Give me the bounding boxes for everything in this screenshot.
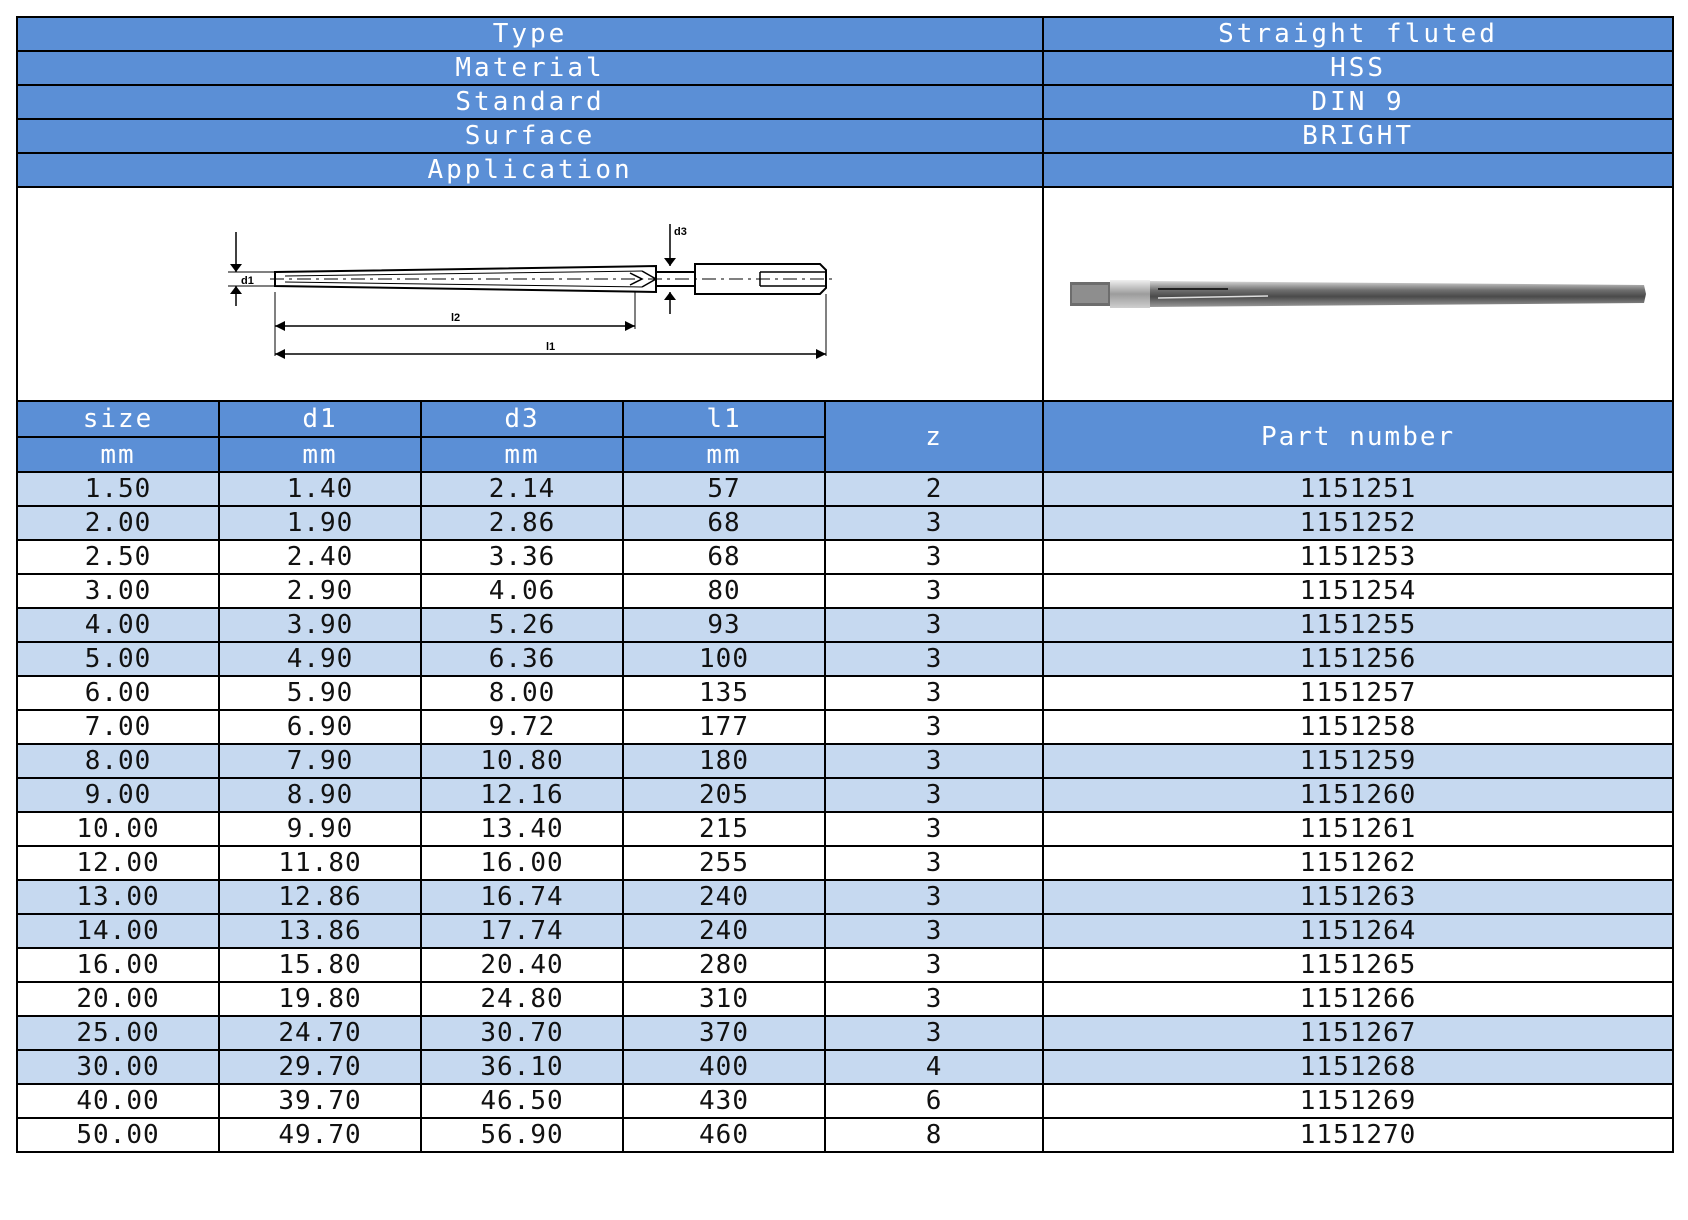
spec-label: Application xyxy=(17,153,1043,187)
cell-d3: 16.74 xyxy=(421,880,623,914)
cell-part-number: 1151261 xyxy=(1043,812,1673,846)
cell-l1: 310 xyxy=(623,982,825,1016)
cell-l1: 370 xyxy=(623,1016,825,1050)
cell-part-number: 1151257 xyxy=(1043,676,1673,710)
cell-d1: 9.90 xyxy=(219,812,421,846)
cell-l1: 240 xyxy=(623,880,825,914)
cell-z: 3 xyxy=(825,778,1043,812)
cell-size: 6.00 xyxy=(17,676,219,710)
cell-size: 40.00 xyxy=(17,1084,219,1118)
unit-d1: mm xyxy=(219,437,421,472)
cell-size: 20.00 xyxy=(17,982,219,1016)
table-row xyxy=(17,676,1673,710)
cell-part-number: 1151269 xyxy=(1043,1084,1673,1118)
cell-l1: 180 xyxy=(623,744,825,778)
cell-part-number: 1151259 xyxy=(1043,744,1673,778)
cell-part-number: 1151263 xyxy=(1043,880,1673,914)
cell-size: 2.50 xyxy=(17,540,219,574)
cell-d1: 24.70 xyxy=(219,1016,421,1050)
cell-z: 3 xyxy=(825,982,1043,1016)
table-row xyxy=(17,540,1673,574)
cell-size: 50.00 xyxy=(17,1118,219,1152)
table-row xyxy=(17,1016,1673,1050)
cell-part-number: 1151260 xyxy=(1043,778,1673,812)
header-d3: d3 xyxy=(421,401,623,437)
cell-z: 3 xyxy=(825,574,1043,608)
l1-label: l1 xyxy=(546,341,556,353)
cell-size: 12.00 xyxy=(17,846,219,880)
data-rows xyxy=(17,472,1673,1152)
table-row xyxy=(17,642,1673,676)
cell-d3: 24.80 xyxy=(421,982,623,1016)
cell-d3: 30.70 xyxy=(421,1016,623,1050)
cell-d3: 20.40 xyxy=(421,948,623,982)
cell-d3: 36.10 xyxy=(421,1050,623,1084)
spec-row-standard xyxy=(17,85,1673,119)
cell-part-number: 1151262 xyxy=(1043,846,1673,880)
cell-d1: 12.86 xyxy=(219,880,421,914)
unit-d3: mm xyxy=(421,437,623,472)
cell-z: 3 xyxy=(825,744,1043,778)
cell-size: 5.00 xyxy=(17,642,219,676)
cell-z: 3 xyxy=(825,1016,1043,1050)
cell-part-number: 1151252 xyxy=(1043,506,1673,540)
l2-label: l2 xyxy=(451,312,461,324)
table-row xyxy=(17,1050,1673,1084)
table-row xyxy=(17,948,1673,982)
cell-z: 8 xyxy=(825,1118,1043,1152)
spec-table xyxy=(16,16,1674,1153)
cell-d1: 4.90 xyxy=(219,642,421,676)
table-row xyxy=(17,710,1673,744)
cell-size: 1.50 xyxy=(17,472,219,506)
spec-row-surface xyxy=(17,119,1673,153)
cell-d1: 8.90 xyxy=(219,778,421,812)
table-row xyxy=(17,744,1673,778)
d3-label: d3 xyxy=(674,226,687,238)
cell-d3: 3.36 xyxy=(421,540,623,574)
cell-d1: 49.70 xyxy=(219,1118,421,1152)
technical-drawing-cell xyxy=(17,187,1043,401)
cell-l1: 215 xyxy=(623,812,825,846)
cell-l1: 135 xyxy=(623,676,825,710)
cell-l1: 100 xyxy=(623,642,825,676)
header-size: size xyxy=(17,401,219,437)
cell-z: 4 xyxy=(825,1050,1043,1084)
cell-part-number: 1151256 xyxy=(1043,642,1673,676)
header-z: z xyxy=(825,401,1043,472)
cell-d1: 5.90 xyxy=(219,676,421,710)
cell-z: 3 xyxy=(825,846,1043,880)
cell-size: 3.00 xyxy=(17,574,219,608)
spec-label: Type xyxy=(17,17,1043,51)
cell-size: 10.00 xyxy=(17,812,219,846)
cell-d1: 11.80 xyxy=(219,846,421,880)
cell-l1: 240 xyxy=(623,914,825,948)
spec-rows xyxy=(17,17,1673,187)
cell-d3: 46.50 xyxy=(421,1084,623,1118)
cell-l1: 400 xyxy=(623,1050,825,1084)
table-row xyxy=(17,574,1673,608)
cell-d3: 2.14 xyxy=(421,472,623,506)
table-row xyxy=(17,778,1673,812)
cell-d3: 6.36 xyxy=(421,642,623,676)
cell-d1: 6.90 xyxy=(219,710,421,744)
cell-d3: 16.00 xyxy=(421,846,623,880)
cell-z: 2 xyxy=(825,472,1043,506)
cell-size: 7.00 xyxy=(17,710,219,744)
cell-z: 3 xyxy=(825,506,1043,540)
image-row xyxy=(17,187,1673,401)
table-row xyxy=(17,846,1673,880)
table-row xyxy=(17,880,1673,914)
cell-d1: 29.70 xyxy=(219,1050,421,1084)
cell-size: 4.00 xyxy=(17,608,219,642)
header-d1: d1 xyxy=(219,401,421,437)
cell-part-number: 1151265 xyxy=(1043,948,1673,982)
spec-label: Standard xyxy=(17,85,1043,119)
cell-l1: 93 xyxy=(623,608,825,642)
spec-value: DIN 9 xyxy=(1043,85,1673,119)
product-photo-cell xyxy=(1043,187,1673,401)
cell-d3: 4.06 xyxy=(421,574,623,608)
cell-l1: 255 xyxy=(623,846,825,880)
cell-part-number: 1151268 xyxy=(1043,1050,1673,1084)
cell-z: 3 xyxy=(825,710,1043,744)
cell-part-number: 1151253 xyxy=(1043,540,1673,574)
table-row xyxy=(17,914,1673,948)
cell-part-number: 1151267 xyxy=(1043,1016,1673,1050)
cell-z: 3 xyxy=(825,812,1043,846)
cell-size: 30.00 xyxy=(17,1050,219,1084)
cell-d3: 12.16 xyxy=(421,778,623,812)
spec-row-material xyxy=(17,51,1673,85)
cell-d3: 13.40 xyxy=(421,812,623,846)
table-row xyxy=(17,812,1673,846)
cell-size: 2.00 xyxy=(17,506,219,540)
table-row xyxy=(17,1084,1673,1118)
cell-z: 6 xyxy=(825,1084,1043,1118)
header-l1: l1 xyxy=(623,401,825,437)
cell-l1: 430 xyxy=(623,1084,825,1118)
cell-d1: 39.70 xyxy=(219,1084,421,1118)
cell-d3: 8.00 xyxy=(421,676,623,710)
spec-row-application xyxy=(17,153,1673,187)
cell-part-number: 1151255 xyxy=(1043,608,1673,642)
column-headers xyxy=(17,401,1673,472)
cell-l1: 80 xyxy=(623,574,825,608)
cell-l1: 68 xyxy=(623,540,825,574)
cell-part-number: 1151254 xyxy=(1043,574,1673,608)
spec-label: Material xyxy=(17,51,1043,85)
cell-z: 3 xyxy=(825,540,1043,574)
cell-size: 13.00 xyxy=(17,880,219,914)
cell-d1: 2.90 xyxy=(219,574,421,608)
spec-row-type xyxy=(17,17,1673,51)
cell-l1: 177 xyxy=(623,710,825,744)
unit-l1: mm xyxy=(623,437,825,472)
cell-d3: 2.86 xyxy=(421,506,623,540)
table-row xyxy=(17,608,1673,642)
cell-d3: 9.72 xyxy=(421,710,623,744)
cell-z: 3 xyxy=(825,676,1043,710)
cell-z: 3 xyxy=(825,642,1043,676)
cell-l1: 68 xyxy=(623,506,825,540)
cell-d1: 19.80 xyxy=(219,982,421,1016)
cell-part-number: 1151270 xyxy=(1043,1118,1673,1152)
cell-z: 3 xyxy=(825,948,1043,982)
cell-size: 25.00 xyxy=(17,1016,219,1050)
reamer-technical-drawing xyxy=(30,194,1030,394)
header-part-number: Part number xyxy=(1043,401,1673,472)
cell-part-number: 1151264 xyxy=(1043,914,1673,948)
d1-label: d1 xyxy=(241,275,254,287)
cell-z: 3 xyxy=(825,914,1043,948)
spec-value: BRIGHT xyxy=(1043,119,1673,153)
cell-size: 9.00 xyxy=(17,778,219,812)
cell-d3: 5.26 xyxy=(421,608,623,642)
spec-label: Surface xyxy=(17,119,1043,153)
cell-part-number: 1151266 xyxy=(1043,982,1673,1016)
cell-size: 16.00 xyxy=(17,948,219,982)
cell-d1: 2.40 xyxy=(219,540,421,574)
cell-size: 14.00 xyxy=(17,914,219,948)
spec-value xyxy=(1043,153,1673,187)
cell-d1: 1.40 xyxy=(219,472,421,506)
cell-part-number: 1151251 xyxy=(1043,472,1673,506)
unit-size: mm xyxy=(17,437,219,472)
spec-value: HSS xyxy=(1043,51,1673,85)
reamer-photo xyxy=(1058,194,1658,394)
cell-l1: 280 xyxy=(623,948,825,982)
cell-size: 8.00 xyxy=(17,744,219,778)
table-row xyxy=(17,982,1673,1016)
cell-l1: 205 xyxy=(623,778,825,812)
cell-d3: 17.74 xyxy=(421,914,623,948)
cell-d1: 15.80 xyxy=(219,948,421,982)
cell-d1: 13.86 xyxy=(219,914,421,948)
table-row xyxy=(17,472,1673,506)
cell-d1: 3.90 xyxy=(219,608,421,642)
cell-z: 3 xyxy=(825,608,1043,642)
cell-z: 3 xyxy=(825,880,1043,914)
cell-d3: 56.90 xyxy=(421,1118,623,1152)
table-row xyxy=(17,1118,1673,1152)
cell-part-number: 1151258 xyxy=(1043,710,1673,744)
cell-d1: 7.90 xyxy=(219,744,421,778)
cell-l1: 57 xyxy=(623,472,825,506)
table-row xyxy=(17,506,1673,540)
cell-d3: 10.80 xyxy=(421,744,623,778)
spec-value: Straight fluted xyxy=(1043,17,1673,51)
cell-l1: 460 xyxy=(623,1118,825,1152)
cell-d1: 1.90 xyxy=(219,506,421,540)
